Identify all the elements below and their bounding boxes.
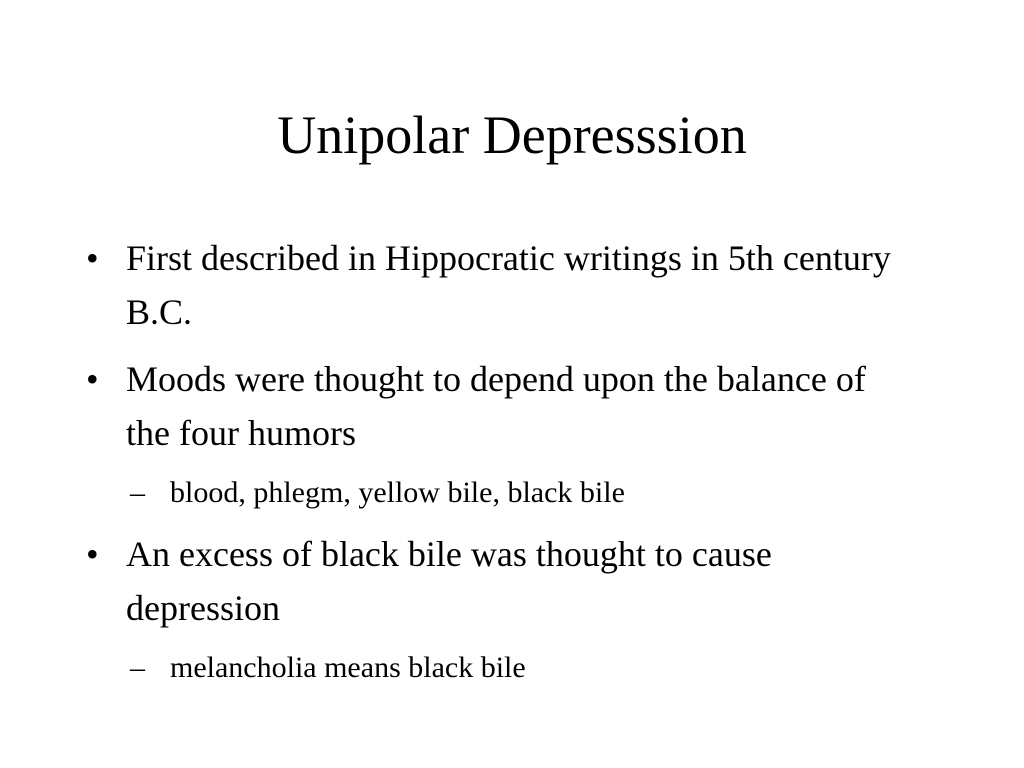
bullet-marker: •: [86, 359, 99, 399]
slide-title: Unipolar Depresssion: [277, 105, 747, 165]
sub-bullet-text-2: melancholia means black bile: [170, 651, 526, 684]
bullet-text-2: Moods were thought to depend upon the balance of the four humors: [126, 359, 866, 453]
sub-bullet-text-1: blood, phlegm, yellow bile, black bile: [170, 476, 625, 509]
sub-bullet-marker: –: [130, 651, 145, 684]
bullet-text-3: An excess of black bile was thought to cause depression: [126, 534, 772, 628]
bullet-text-1: First described in Hippocratic writings in 5th century B.C.: [126, 238, 891, 332]
bullet-marker: •: [86, 534, 99, 574]
bullet-marker: •: [86, 238, 99, 278]
sub-bullet-marker: –: [130, 476, 145, 509]
